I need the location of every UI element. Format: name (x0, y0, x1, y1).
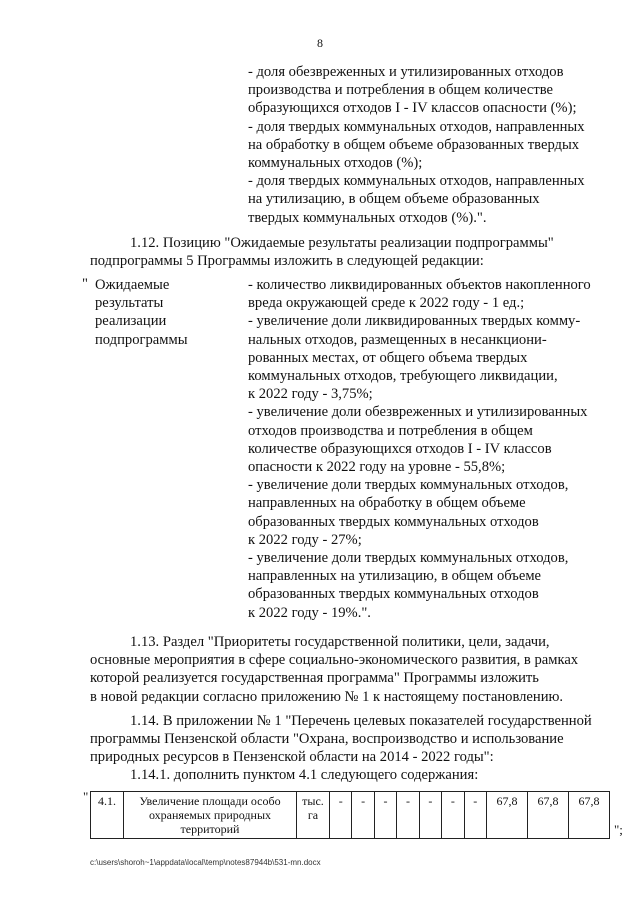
text-line: нальных отходов, размещенных в несанкциони- (248, 331, 547, 348)
text-line: к 2022 году - 27%; (248, 531, 362, 548)
text-line: отходов производства и потребления в общем (248, 422, 533, 439)
opening-quote: " (82, 276, 88, 292)
text-line: коммунальных отходов (%); (248, 155, 423, 172)
paragraph-1-12 (90, 234, 604, 270)
cell-line: Увеличение площади особо (139, 794, 281, 808)
top-list-block (248, 63, 604, 227)
cell-line: территорий (180, 822, 240, 836)
text-line: - увеличение доли твердых коммунальных отходов, (248, 477, 569, 494)
text-line: рованных местах, от общего объема твердых (248, 349, 528, 366)
text-line: образующихся отходов I - IV классов опасности (%); (248, 100, 577, 117)
label-line: реализации (95, 313, 167, 330)
text-line: твердых коммунальных отходов (%).". (248, 209, 487, 226)
text-line: на утилизацию, в общем объеме образованных (248, 191, 540, 208)
text-line: направленных на обработку в общем объеме (248, 495, 526, 512)
text-line: подпрограммы 5 Программы изложить в следующей редакции: (90, 253, 484, 270)
text-line: вреда окружающей среде к 2022 году - 1 ед.; (248, 295, 525, 312)
text-line: природных ресурсов в Пензенской области на 2014 - 2022 годы": (90, 749, 494, 766)
value-cell: - (419, 792, 441, 839)
value-cell: 67,8 (528, 792, 569, 839)
paragraph-1-14-1 (130, 766, 604, 784)
text-line: - количество ликвидированных объектов накопленного (248, 277, 591, 293)
text-line: опасности к 2022 году на уровне - 55,8%; (248, 459, 506, 476)
text-line: которой реализуется государственная программа" Программы изложить (90, 670, 539, 687)
value-cell: - (330, 792, 352, 839)
text-line: - увеличение доли ликвидированных твердых комму- (248, 313, 581, 330)
value-cell: 67,8 (487, 792, 528, 839)
text-line: 1.13. Раздел "Приоритеты государственной политики, цели, задачи, (130, 634, 550, 650)
unit-cell (297, 792, 330, 839)
label-line: подпрограммы (95, 331, 188, 348)
expected-results-block (248, 276, 604, 622)
text-line: - доля твердых коммунальных отходов, направленных (248, 173, 585, 190)
indicator-name-cell (124, 792, 297, 839)
text-line: производства и потребления в общем количестве (248, 82, 553, 99)
text-line: основные мероприятия в сфере социально-экономического развития, в рамках (90, 652, 579, 669)
cell-line: тыс. (302, 794, 324, 808)
value-cell: 67,8 (569, 792, 610, 839)
text-line: 1.14. В приложении № 1 "Перечень целевых показателей государственной (130, 713, 592, 729)
value-cell: - (442, 792, 464, 839)
text-line: образованных твердых коммунальных отходов (248, 513, 539, 530)
text-line: количестве образующихся отходов I - IV классов (248, 440, 552, 457)
text-line: - увеличение доли обезвреженных и утилизированных (248, 404, 588, 421)
text-line: в новой редакции согласно приложению № 1 к настоящему постановлению. (90, 688, 564, 705)
value-cell: - (352, 792, 374, 839)
value-cell: - (464, 792, 486, 839)
text-line: - увеличение доли твердых коммунальных отходов, (248, 550, 569, 567)
paragraph-1-14 (90, 712, 604, 767)
label-line: результаты (95, 295, 164, 312)
text-line: - доля твердых коммунальных отходов, направленных (248, 118, 585, 135)
table-row (91, 792, 610, 839)
text-line: - доля обезвреженных и утилизированных отходов (248, 64, 564, 80)
text-line: программы Пензенской области "Охрана, воспроизводство и использование (90, 731, 564, 748)
row-number-cell: 4.1. (91, 792, 124, 839)
value-cell: - (374, 792, 396, 839)
table-closing-quote: "; (614, 822, 623, 837)
page-number: 8 (317, 36, 323, 50)
label-line: Ожидаемые (95, 277, 170, 293)
cell-line: га (307, 808, 319, 822)
text-line: образованных твердых коммунальных отходов (248, 586, 539, 603)
text-line: на обработку в общем объеме образованных твердых (248, 136, 580, 153)
results-label (95, 276, 188, 349)
paragraph-1-13 (90, 633, 604, 706)
text-line: коммунальных отходов, требующего ликвидации, (248, 368, 558, 385)
cell-line: охраняемых природных (148, 808, 272, 822)
value-cell: - (397, 792, 419, 839)
text-line: к 2022 году - 3,75%; (248, 386, 373, 403)
table-opening-quote: " (83, 789, 89, 804)
text-line: 1.14.1. дополнить пунктом 4.1 следующего содержания: (130, 767, 479, 783)
footer-file-path: c:\users\shoroh~1\appdata\local\temp\notes87944b\531-mn.docx (90, 858, 321, 867)
indicator-table (90, 791, 610, 839)
text-line: 1.12. Позицию "Ожидаемые результаты реализации подпрограммы" (130, 235, 554, 251)
text-line: к 2022 году - 19%.". (248, 604, 371, 621)
text-line: направленных на утилизацию, в общем объеме (248, 568, 542, 585)
